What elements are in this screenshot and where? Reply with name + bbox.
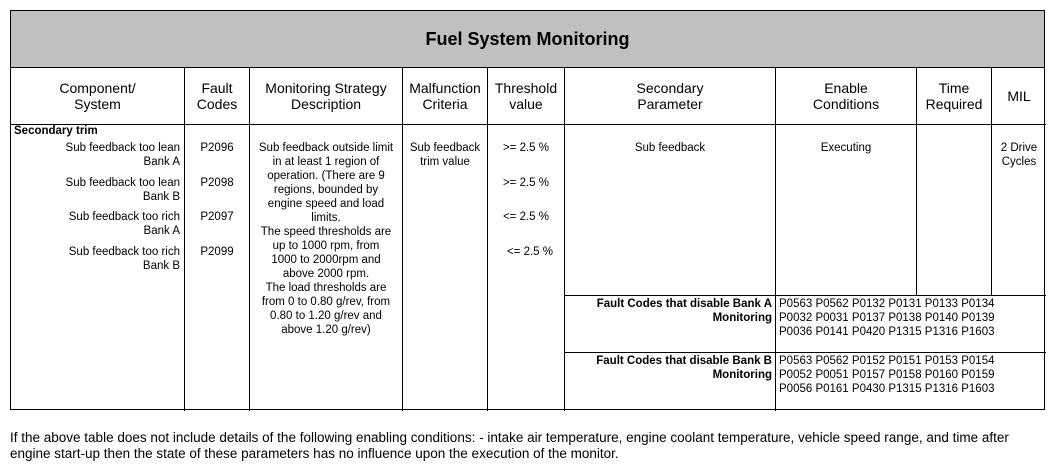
component-item: Sub feedback too lean Bank A xyxy=(65,142,180,168)
header-secondary: Secondary Parameter xyxy=(636,80,704,112)
header-malfunction: Malfunction Criteria xyxy=(409,80,481,112)
section-label: Secondary trim xyxy=(14,125,98,137)
threshold-value: <= 2.5 % xyxy=(502,211,550,223)
threshold-value: <= 2.5 % xyxy=(506,246,554,258)
component-item: Sub feedback too rich Bank A xyxy=(68,211,180,237)
fault-code: P2097 xyxy=(200,211,234,223)
bank-a-codes: P0563 P0562 P0132 P0131 P0133 P0134 P0032 P0031 P0137 P0138 P0140 P0139 P0036 P0141 P0420 P1315 P1316 P1603 xyxy=(779,298,995,338)
fuel-system-table xyxy=(10,10,1045,410)
component-item: Sub feedback too rich Bank B xyxy=(68,246,180,272)
header-time: Time Required xyxy=(925,80,983,112)
fault-code: P2096 xyxy=(200,142,234,154)
header-threshold: Threshold value xyxy=(494,80,558,112)
header-enable: Enable Conditions xyxy=(812,80,880,112)
component-item: Sub feedback too lean Bank B xyxy=(65,177,180,203)
header-component: Component/ System xyxy=(59,80,136,112)
malfunction-criteria: Sub feedback trim value xyxy=(409,142,481,168)
bank-a-label: Fault Codes that disable Bank A Monitoring xyxy=(596,298,772,324)
table-title: Fuel System Monitoring xyxy=(11,11,1044,68)
footer-note: If the above table does not include details of the following enabling conditions: - intake air temperature, engine coolant temperature, vehicle speed range, and time after engine start-up then the state of these parameters has no influence upon the execution of the monitor. xyxy=(10,430,1009,461)
threshold-value: >= 2.5 % xyxy=(502,177,550,189)
bank-b-codes: P0563 P0562 P0152 P0151 P0153 P0154 P0052 P0051 P0157 P0158 P0160 P0159 P0056 P0161 P0430 P1315 P1316 P1603 xyxy=(779,355,995,395)
header-divider xyxy=(11,124,1046,125)
row-divider xyxy=(564,295,1046,296)
mil-value: 2 Drive Cycles xyxy=(1000,142,1038,168)
header-mil: MIL xyxy=(1007,88,1031,104)
fault-code: P2098 xyxy=(200,177,234,189)
bank-b-label: Fault Codes that disable Bank B Monitoring xyxy=(596,355,772,381)
fault-code: P2099 xyxy=(200,246,234,258)
header-fault-codes: Fault Codes xyxy=(196,80,238,112)
strategy-description: Sub feedback outside limit in at least 1 region of operation. (There are 9 regions, bounded by engine speed and load limits. The speed thresholds are up to 1000 rpm, from 1000 to 2000rpm and above 2000 rpm. The load thresholds are from 0 to 0.80 g/rev, from 0.80 to 1.20 g/rev and above 1.20 g/rev) xyxy=(258,142,394,336)
threshold-value: >= 2.5 % xyxy=(502,142,550,154)
header-strategy: Monitoring Strategy Description xyxy=(265,80,387,112)
enable-conditions: Executing xyxy=(820,142,872,154)
row-divider xyxy=(564,352,1046,353)
secondary-parameter: Sub feedback xyxy=(634,142,706,154)
